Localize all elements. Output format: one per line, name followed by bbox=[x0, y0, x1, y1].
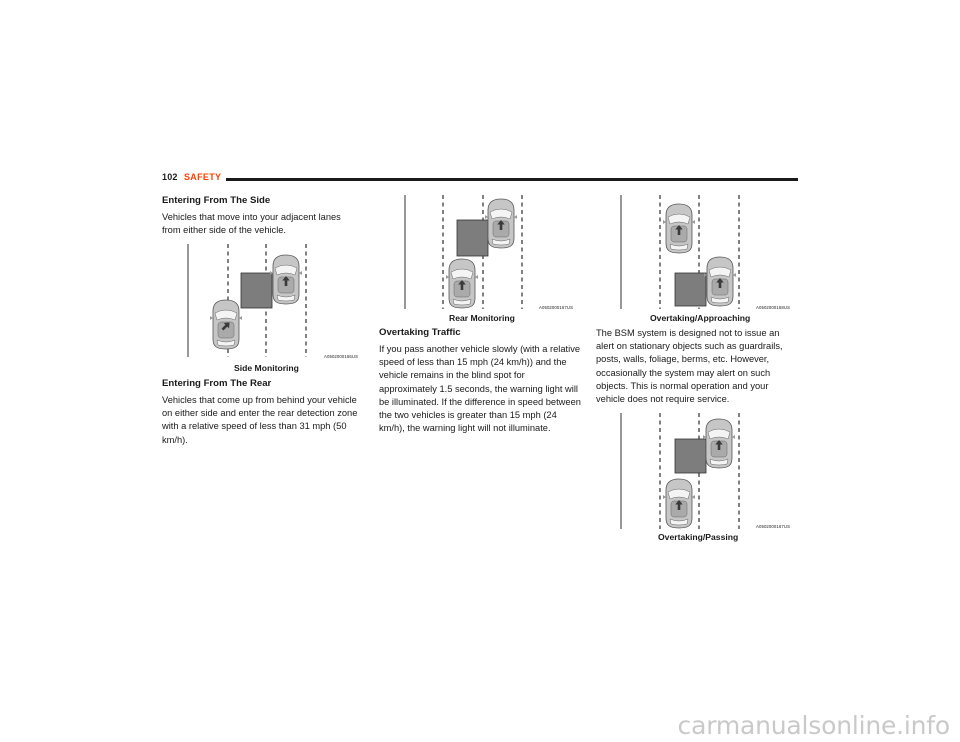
detection-zone bbox=[241, 273, 272, 308]
heading-entering-side: Entering From The Side bbox=[162, 195, 271, 206]
section-name: SAFETY bbox=[184, 172, 222, 182]
header-rule bbox=[226, 178, 798, 181]
merging-vehicle-icon bbox=[210, 300, 242, 349]
host-vehicle-icon bbox=[704, 257, 736, 306]
figure-caption: Side Monitoring bbox=[234, 363, 299, 373]
paragraph-entering-rear: Vehicles that come up from behind your vehicle on either side and enter the rear detection zone with a relative speed of less than 31 mph (50 km/h). bbox=[162, 395, 358, 445]
host-vehicle-icon bbox=[270, 255, 302, 304]
figure-overtaking-passing bbox=[620, 413, 800, 545]
page-header bbox=[162, 172, 798, 186]
detection-zone bbox=[675, 273, 706, 306]
figure-code: A0502000166US bbox=[324, 354, 359, 359]
figure-code: A0502000167US bbox=[756, 524, 791, 529]
detection-zone bbox=[457, 220, 488, 256]
approaching-vehicle-icon bbox=[663, 204, 695, 253]
heading-entering-rear: Entering From The Rear bbox=[162, 378, 272, 389]
detection-zone bbox=[675, 439, 706, 473]
host-vehicle-icon bbox=[703, 419, 735, 468]
paragraph-overtaking-traffic: If you pass another vehicle slowly (with a relative speed of less than 15 mph (24 km/h)) and the vehicle remains in the blind spot for approximately 1.5 seconds, the warning light will be illuminated. If the difference in speed between the two vehicles is greater than 15 mph (24 km/h), the warning light will not illuminate. bbox=[379, 344, 581, 434]
figure-code: A0502000167US bbox=[539, 305, 574, 310]
paragraph-entering-side: Vehicles that move into your adjacent lanes from either side of the vehicle. bbox=[162, 212, 341, 236]
page-number: 102 bbox=[162, 172, 178, 182]
heading-overtaking-traffic: Overtaking Traffic bbox=[379, 327, 461, 338]
approaching-vehicle-icon bbox=[446, 259, 478, 308]
passing-vehicle-icon bbox=[663, 479, 695, 528]
figure-rear-monitoring bbox=[404, 195, 584, 327]
figure-code: A0502000168US bbox=[756, 305, 791, 310]
watermark: carmanualsonline.info bbox=[677, 711, 950, 740]
figure-caption: Overtaking/Approaching bbox=[650, 313, 751, 323]
host-vehicle-icon bbox=[485, 199, 517, 248]
figure-caption: Rear Monitoring bbox=[449, 313, 515, 323]
figure-overtaking-approaching bbox=[620, 195, 800, 327]
paragraph-bsm-stationary: The BSM system is designed not to issue an alert on stationary objects such as guardrails, posts, walls, foliage, berms, etc. However, occasionally the system may alert on such objects. This is normal operation and your vehicle does not require service. bbox=[596, 328, 783, 405]
figure-caption: Overtaking/Passing bbox=[658, 532, 739, 542]
figure-side-monitoring bbox=[187, 244, 367, 374]
